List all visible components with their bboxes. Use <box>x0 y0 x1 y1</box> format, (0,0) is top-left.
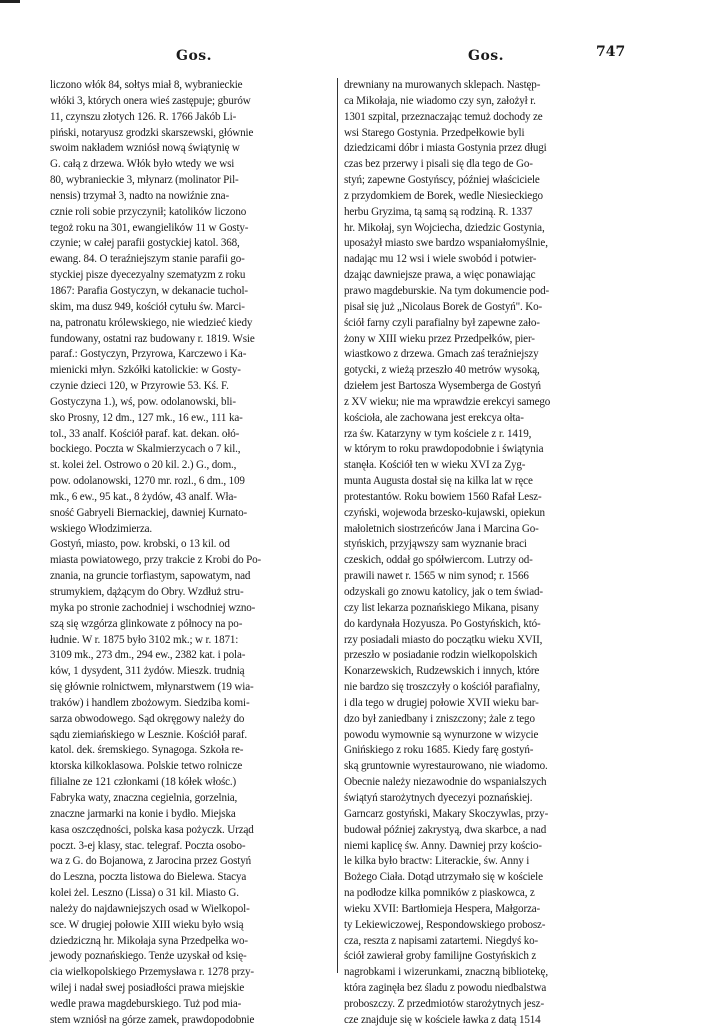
running-header-right: Gos. <box>468 48 505 64</box>
text-line: świątyń starożytnych dyecezyi poznańskiej. <box>344 791 533 804</box>
text-line: dziełem jest Bartosza Wysemberga de Gostyń <box>344 380 541 393</box>
text-line: ktorska kilkoklasowa. Polskie tetwo rolnicze <box>50 760 243 773</box>
text-line: rza św. Katarzyny w tym kościele z r. 1419, <box>344 427 532 440</box>
right-column <box>344 78 627 1026</box>
text-line: cza, reszta z napisami zatartemi. Niegdyś ko- <box>344 934 539 947</box>
text-line: nensis) trzymał 3, nadto na nowiźnie zna- <box>50 189 229 202</box>
text-line: znania, na gruncie torfiastym, sapowatym, nad <box>50 570 251 583</box>
text-line: Gostyczyna 1.), wś, pow. odolanowski, bli- <box>50 395 236 408</box>
left-column <box>50 78 333 1026</box>
text-line: się głównie rolnictwem, młynarstwem (19 wia- <box>50 681 254 694</box>
text-line: na podłodze kilka pomników z piaskowca, z <box>344 887 535 900</box>
text-line: gotycki, z wieżą przeszło 40 metrów wysoką, <box>344 364 540 377</box>
text-line: wieku XVII: Bartłomieja Hespera, Małgorza- <box>344 902 541 915</box>
text-line: z przydomkiem de Borek, wedle Niesieckiego <box>344 189 543 202</box>
text-line: ściół farny czyli parafialny był zapewne zało- <box>344 316 540 329</box>
text-line: budował później zakrystyą, dwa skarbce, a nad <box>344 823 547 836</box>
text-line: G. całą z drzewa. Włók było wtedy we wsi <box>50 158 235 171</box>
text-line: prawo magdeburskie. Na tym dokumencie pod- <box>344 284 550 297</box>
text-line: bockiego. Poczta w Skalmierzycach o 7 kil., <box>50 443 241 456</box>
text-line: łudnie. W r. 1875 było 3102 mk.; w r. 1871: <box>50 633 239 646</box>
text-line: Gostyń, miasto, pow. krobski, o 13 kil. od <box>50 538 230 551</box>
text-line: wsi Starego Gostynia. Przedpełkowie byli <box>344 126 525 139</box>
text-line: piński, notaryusz grodzki skarszewski, głównie <box>50 126 254 139</box>
text-line: poczt. 3-ej klasy, stac. telegraf. Poczta osobo- <box>50 839 246 852</box>
text-line: mk., 6 ew., 95 kat., 8 żydów, 43 analf. Wła- <box>50 490 237 503</box>
text-line: styńskich, przyjąwszy sam wyznanie braci <box>344 538 527 551</box>
text-line: protestantów. Roku bowiem 1560 Rafał Lesz- <box>344 490 542 503</box>
text-line: wiastkowo z drzewa. Gmach zaś teraźniejszy <box>344 348 539 361</box>
text-line: przeszło w posiadanie rodzin wielkopolskich <box>344 649 538 662</box>
text-line: żony w XIII wieku przez Przedpełków, pier- <box>344 332 535 345</box>
text-line: ca Mikołaja, nie wiadomo czy syn, założył r. <box>344 94 536 107</box>
corner-mark <box>0 0 20 3</box>
text-line: odzyskali go znowu katolicy, jak o tem świad- <box>344 586 543 598</box>
text-line: wskiego Włodzimierza. <box>50 522 153 535</box>
text-line: do Leszna, poczta listowa do Bielewa. Stacya <box>50 871 247 884</box>
text-line: pow. odolanowski, 1270 mr. rozl., 6 dm., 109 <box>50 475 245 488</box>
text-line: paraf.: Gostyczyn, Przyrowa, Karczewo i Ka- <box>50 348 247 361</box>
text-line: kościoła, ale zachowana jest erekcya ołta- <box>344 411 524 424</box>
text-line: z XV wieku; nie ma wprawdzie erekcyi samego <box>344 395 551 408</box>
text-line: sność Gabryeli Biernackiej, dawniej Kurnato- <box>50 506 248 519</box>
text-line: le kilka było bractw: Literackie, św. Anny i <box>344 855 530 868</box>
text-line: Garncarz gostyński, Makary Skoczywlas, przy- <box>344 807 549 820</box>
text-line: czynie; w całej parafii gostyckiej katol. 368, <box>50 237 240 250</box>
text-line: 1301 szpital, przeznaczając temuż dochody ze <box>344 110 543 123</box>
text-line: znaczne jarmarki na konie i bydło. Miejska <box>50 807 236 820</box>
text-line: kasa oszczędności, polska kasa pożyczk. Urząd <box>50 823 254 836</box>
text-line: niemi kaplicę św. Anny. Dawniej przy kościo- <box>344 839 542 852</box>
text-line: na, patronatu królewskiego, nie wiedzieć kiedy <box>50 316 253 329</box>
text-line: sarza obwodowego. Sąd okręgowy należy do <box>50 712 245 725</box>
text-line: prawili nawet r. 1565 w nim synod; r. 1566 <box>344 570 529 583</box>
text-line: katol. dek. śremskiego. Synagoga. Szkoła re- <box>50 744 244 757</box>
text-line: dziedziczną hr. Mikołaja syna Przedpełka wo- <box>50 934 248 947</box>
text-line: herbu Gryzima, tą samą są rodziną. R. 1337 <box>344 205 533 218</box>
text-line: swoim nakładem wzniósł nową świątynię w <box>50 142 240 155</box>
text-line: miasta powiatowego, przy trakcie z Krobi do Po- <box>50 554 262 567</box>
text-line: pisał się już „Nicolaus Borek de Gostyń". Ko- <box>344 300 543 313</box>
text-line: nadając mu 12 wsi i wiele swobód i potwier- <box>344 253 537 266</box>
text-line: sce. W drugiej połowie XIII wieku było wsią <box>50 918 244 931</box>
text-line: Konarzewskich, Rudzewskich i innych, które <box>344 665 540 678</box>
text-line: sądu ziemiańskiego w Lesznie. Kościół paraf. <box>50 728 248 741</box>
text-line: myka po stronie zachodniej i wschodniej wzno- <box>50 601 256 614</box>
page-number: 747 <box>596 44 626 60</box>
text-line: ściół zawierał groby familijne Gostyńskich z <box>344 950 537 963</box>
text-line: tegoż roku na 301, ewangielików 11 w Gosty- <box>50 221 249 234</box>
text-line: ków, 1 dysydent, 311 żydów. Mieszk. trudnią <box>50 665 245 678</box>
text-line: nagrobkami i wizerunkami, znaczną bibliotekę, <box>344 966 548 979</box>
text-line: uposażył miasto swe bardzo wspaniałomyślnie, <box>344 237 548 250</box>
text-line: ską gruntownie wyrestaurowano, nie wiadomo. <box>344 760 548 773</box>
text-line: jewody poznańskiego. Tenże uzyskał od księ- <box>50 950 247 963</box>
text-line: która zaginęła bez śladu z powodu niedbalstwa <box>344 982 547 995</box>
text-line: rzy posiadali miasto do początku wieku XVII, <box>344 633 543 646</box>
text-line: styń; zapewne Gostyńscy, później właściciele <box>344 174 540 187</box>
text-line: czas bez przerwy i pisali się dla tego de Go- <box>344 158 533 171</box>
text-line: ewang. 84. O teraźniejszym stanie parafii go- <box>50 253 245 266</box>
text-line: styckiej pisze dyecezyalny szematyzm z roku <box>50 269 246 282</box>
text-line: stem wzniósł na górze zamek, prawdopodobnie <box>50 1013 255 1026</box>
text-line: wedle prawa magdeburskiego. Tuż pod mia- <box>50 997 242 1010</box>
text-line: cze znajduje się w kościele ławka z datą 1514 <box>344 1013 541 1026</box>
text-line: Bożego Ciała. Dotąd utrzymało się w kościele <box>344 871 543 884</box>
text-line: ty Lekiewiczowej, Respondowskiego probosz- <box>344 918 546 931</box>
text-line: dzając dawniejsze prawa, a więc ponawiając <box>344 269 536 282</box>
text-line: 1867: Parafia Gostyczyn, w dekanacie tuchol- <box>50 284 248 297</box>
text-line: kolei żel. Leszno (Lissa) o 31 kil. Miasto G. <box>50 887 239 900</box>
text-line: do kardynała Hozyusza. Po Gostyńskich, któ- <box>344 617 541 630</box>
text-line: filialne ze 121 członkami (18 kółek włośc.) <box>50 776 237 789</box>
text-line: czy list lekarza poznańskiego Mikana, pisany <box>344 601 539 614</box>
text-line: strumykiem, dążącym do Obry. Wzdłuż stru- <box>50 586 244 598</box>
text-line: małoletnich siostrzeńców Jana i Marcina Go- <box>344 522 539 535</box>
text-line: włóki 3, których onera wieś zastępuje; gburów <box>50 94 251 107</box>
text-line: Fabryka waty, znaczna cegielnia, gorzelnia, <box>50 791 238 804</box>
text-line: cia wielkopolskiego Przemysława r. 1278 przy- <box>50 966 254 979</box>
text-line: drewniany na murowanych sklepach. Następ- <box>344 79 541 91</box>
text-line: stanęła. Kościół ten w wieku XVI za Zyg- <box>344 459 526 472</box>
text-line: czyński, wojewoda brzesko-kujawski, opiekun <box>344 506 545 519</box>
text-line: liczono włók 84, sołtys miał 8, wybranieckie <box>50 79 243 91</box>
text-line: fundowany, ostatni raz budowany r. 1819. Wsie <box>50 332 255 345</box>
text-line: 11, czynszu złotych 126. R. 1766 Jakób Li- <box>50 110 237 123</box>
text-line: w którym to roku prawdopodobnie i świątynia <box>344 443 544 456</box>
text-line: st. kolei żel. Ostrowo o 20 kil. 2.) G., dom., <box>50 459 237 472</box>
text-line: wa z G. do Bojanowa, z Jarocina przez Gostyń <box>50 855 252 868</box>
running-header-left: Gos. <box>176 48 213 64</box>
text-line: cznie roli sobie przyczynił; katolików liczono <box>50 205 247 218</box>
text-line: mienicki młyn. Szkółki katolickie: w Gosty- <box>50 364 241 377</box>
text-line: Obecnie należy niezawodnie do wspanialszych <box>344 776 547 789</box>
text-line: hr. Mikołaj, syn Wojciecha, dziedzic Gostynia, <box>344 221 545 234</box>
text-line: należy do najdawniejszych osad w Wielkopol- <box>50 902 250 915</box>
text-line: sko Prosny, 12 dm., 127 mk., 16 ew., 111 ka- <box>50 411 243 424</box>
text-line: nie bardzo się troszczyły o kościół parafialny, <box>344 681 540 694</box>
text-line: skim, ma dusz 949, kościół cytułu św. Marci- <box>50 300 245 313</box>
text-line: traków) i handlem zbożowym. Siedziba komi- <box>50 696 250 709</box>
text-line: proboszczy. Z przedmiotów starożytnych jesz- <box>344 997 544 1010</box>
text-line: czynie dzieci 120, w Przyrowie 53. Kś. F. <box>50 380 229 393</box>
text-line: i dla tego w drugiej połowie XVII wieku bar- <box>344 696 539 709</box>
text-line: wilej i nadał swej posiadłości prawa miejskie <box>50 982 245 995</box>
text-line: munta Augusta dostał się na kilka lat w ręce <box>344 475 533 488</box>
text-line: dzo był zaniedbany i zniszczony; żale z tego <box>344 712 535 725</box>
text-line: 3109 mk., 273 dm., 294 ew., 2382 kat. i pola- <box>50 649 246 662</box>
text-line: 80, wybranieckie 3, młynarz (molinator Pil- <box>50 174 239 187</box>
text-line: Gnińskiego z roku 1685. Kiedy farę gostyń- <box>344 744 534 757</box>
text-line: dziedzicami dóbr i miasta Gostynia przez długi <box>344 142 547 155</box>
text-line: czeskich, oddał go spółwiercom. Lutrzy od- <box>344 554 533 567</box>
text-line: szą się wzgórza glinkowate z północy na po- <box>50 617 243 630</box>
column-divider <box>337 78 338 973</box>
text-line: tol., 33 analf. Kościół paraf. kat. dekan. ołó- <box>50 427 240 440</box>
text-line: powodu wymownie są wynurzone w wizycie <box>344 728 539 741</box>
